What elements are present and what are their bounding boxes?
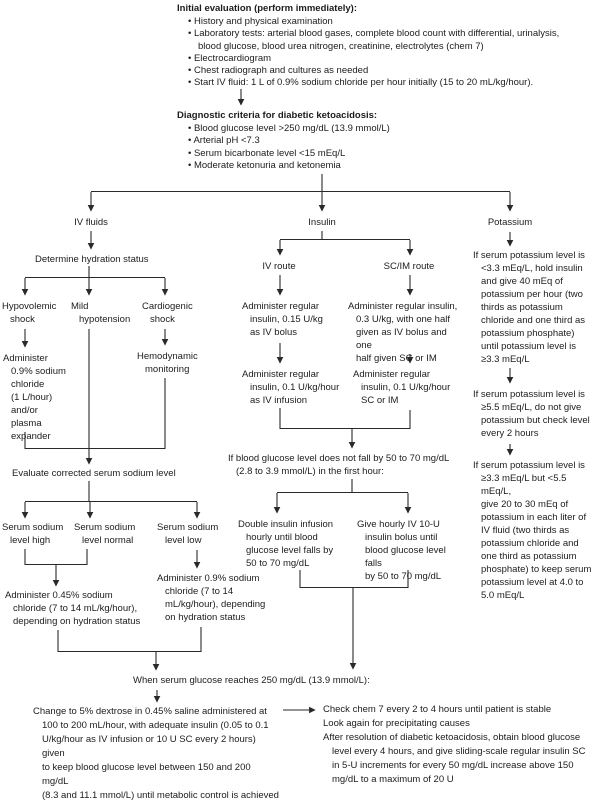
note-after-resolution: After resolution of diabetic ketoacidosis, obtain blood glucose level every 4 hours, and give sliding-scale regular insulin SC in 5-U increments for every 50 mg/dL increase above 150 mg/dL to a maximum of 20 U xyxy=(323,732,586,785)
branch-label-iv-fluids: IV fluids xyxy=(74,217,108,228)
initial-evaluation-list: • History and physical examination • Laboratory tests: arterial blood gases, complete blood count with differential, urinalysis, blood glucose, blood urea nitrogen, creatinine, electrolytes (chem 7) • Electrocardiogram • Chest radiograph and cultures as needed • Start IV fluid: 1 L of 0.9% sodium chloride per hour initially (15 to 20 mL/kg/hour). xyxy=(188,16,573,90)
diagnostic-criteria-list: • Blood glucose level >250 mg/dL (13.9 mmol/L) • Arterial pH <7.3 • Serum bicarbonate level <15 mEq/L • Moderate ketonuria and ketonemia xyxy=(188,123,498,172)
node-glucose-reaches-250: When serum glucose reaches 250 mg/dL (13.9 mmol/L): xyxy=(133,675,370,686)
node-mild-hypotension: Mild hypotension xyxy=(71,301,131,325)
node-hypovolemic-shock: Hypovolemic shock xyxy=(2,301,57,325)
node-hourly-iv-bolus: Give hourly IV 10-U insulin bolus until blood glucose level falls by 50 to 70 mg/dL xyxy=(357,519,446,582)
node-administer-09-saline-expander: Administer 0.9% sodium chloride (1 L/hour) and/or plasma expander xyxy=(3,353,66,442)
node-dextrose-change: Change to 5% dextrose in 0.45% saline administered at 100 to 200 mL/hour, with adequate insulin (0.05 to 0.1 U/kg/hour as IV infusion or 10 U SC every 2 hours) given to keep blood glucose level between 150 and 200 mg/dL (8.3 and 11.1 mmol/L) until metabolic control is achieved xyxy=(33,706,279,801)
node-sc-im-route: SC/IM route xyxy=(383,261,435,272)
node-glucose-not-falling: If blood glucose level does not fall by 50 to 70 mg/dL (2.8 to 3.9 mmol/L) in the first hour: xyxy=(228,453,450,477)
node-serum-sodium-normal: Serum sodium level normal xyxy=(74,522,136,546)
branch-label-insulin: Insulin xyxy=(308,217,336,228)
note-precipitating-causes: Look again for precipitating causes xyxy=(323,718,470,729)
node-determine-hydration: Determine hydration status xyxy=(35,254,149,265)
node-sc-im-bolus: Administer regular insulin, 0.3 U/kg, with one half given as IV bolus and one half given SC or IM xyxy=(348,301,458,364)
node-double-insulin-infusion: Double insulin infusion hourly until blood glucose level falls by 50 to 70 mg/dL xyxy=(238,519,334,569)
node-cardiogenic-shock: Cardiogenic shock xyxy=(142,301,193,325)
diagnostic-criteria-title: Diagnostic criteria for diabetic ketoacidosis: xyxy=(177,110,378,121)
branch-label-potassium: Potassium xyxy=(487,217,533,228)
node-iv-route: IV route xyxy=(262,261,296,272)
initial-evaluation-title: Initial evaluation (perform immediately): xyxy=(177,3,358,14)
node-serum-sodium-high: Serum sodium level high xyxy=(2,522,64,546)
node-potassium-low: If serum potassium level is <3.3 mEq/L, hold insulin and give 40 mEq of potassium per hour (two thirds as potassium chloride and one third as potassium phosphate) until potassium level is ≥3.3 mEq/L xyxy=(473,250,586,365)
node-sc-im-infusion: Administer regular insulin, 0.1 U/kg/hour SC or IM xyxy=(353,369,451,406)
node-potassium-high: If serum potassium level is ≥5.5 mEq/L, do not give potassium but check level every 2 hours xyxy=(473,389,590,439)
node-potassium-mid: If serum potassium level is ≥3.3 mEq/L but <5.5 mEq/L, give 20 to 30 mEq of potassium in each liter of IV fluid (two thirds as potassium chloride and one third as potassium phosphate) to keep serum potassium level at 4.0 to 5.0 mEq/L xyxy=(473,460,592,601)
node-serum-sodium-low: Serum sodium level low xyxy=(157,522,219,546)
node-iv-infusion: Administer regular insulin, 0.1 U/kg/hour as IV infusion xyxy=(242,369,340,406)
node-hemodynamic-monitoring: Hemodynamic monitoring xyxy=(137,351,198,375)
note-check-chem7: Check chem 7 every 2 to 4 hours until patient is stable xyxy=(323,704,552,715)
node-administer-045-saline: Administer 0.45% sodium chloride (7 to 14 mL/kg/hour), depending on hydration status xyxy=(5,590,141,627)
node-iv-bolus: Administer regular insulin, 0.15 U/kg as IV bolus xyxy=(242,301,323,338)
node-administer-09-saline: Administer 0.9% sodium chloride (7 to 14 mL/kg/hour), depending on hydration status xyxy=(157,573,266,623)
node-evaluate-corrected-sodium: Evaluate corrected serum sodium level xyxy=(12,468,176,479)
